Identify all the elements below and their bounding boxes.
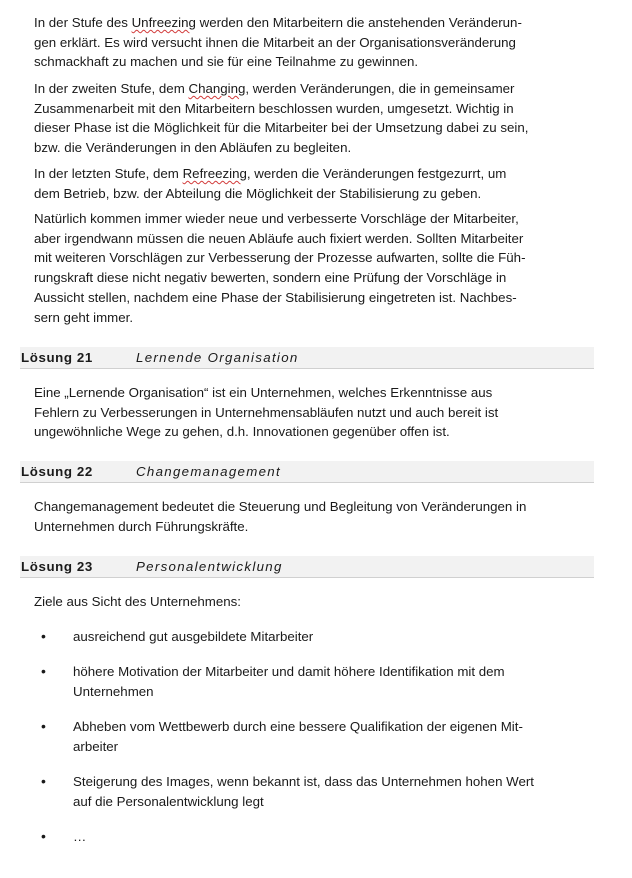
term-unfreezing: Unfreezing xyxy=(131,15,196,30)
text-line: dem Betrieb, bzw. der Abteilung die Möglichkeit der Stabilisierung zu geben. xyxy=(34,185,482,201)
text-line: auf die Personalentwicklung legt xyxy=(73,793,264,809)
text-line: ausreichend gut ausgebildete Mitarbeiter xyxy=(73,629,314,644)
text-line: arbeiter xyxy=(73,738,119,754)
text-line: In der letzten Stufe, dem Refreezing, werden die Veränderungen festgezurrt, um xyxy=(34,166,507,181)
text-line: dieser Phase ist die Möglichkeit für die Mitarbeiter bei der Umsetzung dabei zu sein, xyxy=(34,120,529,136)
text-line: Steigerung des Images, wenn bekannt ist, dass das Unternehmen hohen Wert xyxy=(73,774,534,789)
text-line: mit weiteren Vorschlägen zur Verbesserung der Prozesse aufwarten, sollte die Füh- xyxy=(34,250,526,266)
text-line: In der zweiten Stufe, dem Changing, werden Veränderungen, die in gemeinsamer xyxy=(34,81,515,96)
text-line: gen erklärt. Es wird versucht ihnen die Mitarbeit an der Organisationsveränderung xyxy=(34,34,516,50)
solution-number: Lösung 23 xyxy=(21,559,93,574)
text-line: rungskraft diese nicht negativ bewerten, sondern eine Prüfung der Vorschläge in xyxy=(34,270,507,286)
text-line: Eine „Lernende Organisation“ ist ein Unternehmen, welches Erkenntnisse aus xyxy=(34,385,493,400)
paragraph-refreezing xyxy=(34,164,594,203)
text-line: Natürlich kommen immer wieder neue und verbesserte Vorschläge der Mitarbeiter, xyxy=(34,211,519,226)
bullet-icon: • xyxy=(41,628,46,644)
text-line: Ziele aus Sicht des Unternehmens: xyxy=(34,594,241,609)
list-intro xyxy=(34,592,594,612)
text-line: aber irgendwann müssen die neuen Abläufe auch fixiert werden. Sollten Mitarbeiter xyxy=(34,230,524,246)
paragraph-changemanagement xyxy=(34,497,594,536)
text-line: höhere Motivation der Mitarbeiter und damit höhere Identifikation mit dem xyxy=(73,664,505,679)
text-line: bzw. die Veränderungen in den Abläufen zu begleiten. xyxy=(34,140,352,156)
solution-title: Personalentwicklung xyxy=(136,559,283,574)
paragraph-stabilisierung xyxy=(34,209,594,327)
paragraph-lernende-organisation xyxy=(34,383,594,442)
text-line: Changemanagement bedeutet die Steuerung und Begleitung von Veränderungen in xyxy=(34,499,527,514)
bullet-icon: • xyxy=(41,718,46,734)
text-line: Zusammenarbeit mit den Mitarbeitern beschlossen wurden, umgesetzt. Wichtig in xyxy=(34,100,514,116)
section-heading-loesung-21 xyxy=(20,347,594,369)
paragraph-changing xyxy=(34,79,594,158)
text-line: … xyxy=(73,829,87,844)
text-line: Fehlern zu Verbesserungen in Unternehmensabläufen nutzt und auch bereit ist xyxy=(34,404,499,420)
solution-number: Lösung 21 xyxy=(21,350,93,365)
text-line: sern geht immer. xyxy=(34,309,134,325)
paragraph-unfreezing xyxy=(34,13,594,72)
text-line: ungewöhnliche Wege zu gehen, d.h. Innovationen gegenüber offen ist. xyxy=(34,424,450,440)
solution-title: Lernende Organisation xyxy=(136,350,299,365)
term-refreezing: Refreezing xyxy=(182,166,247,181)
text-line: Unternehmen xyxy=(73,683,154,699)
solution-number: Lösung 22 xyxy=(21,464,93,479)
term-changing: Changing xyxy=(188,81,246,96)
text-line: Abheben vom Wettbewerb durch eine bessere Qualifikation der eigenen Mit- xyxy=(73,719,523,734)
section-heading-loesung-23 xyxy=(20,556,594,578)
bullet-icon: • xyxy=(41,663,46,679)
bullet-icon: • xyxy=(41,773,46,789)
section-heading-loesung-22 xyxy=(20,461,594,483)
solution-title: Changemanagement xyxy=(136,464,281,479)
text-line: Unternehmen durch Führungskräfte. xyxy=(34,518,249,534)
text-line: Aussicht stellen, nachdem eine Phase der Stabilisierung eingetreten ist. Nachbes- xyxy=(34,289,517,305)
bullet-icon: • xyxy=(41,828,46,844)
text-line: In der Stufe des Unfreezing werden den Mitarbeitern die anstehenden Veränderun- xyxy=(34,15,522,30)
text-line: schmackhaft zu machen und sie für eine Teilnahme zu gewinnen. xyxy=(34,54,419,70)
